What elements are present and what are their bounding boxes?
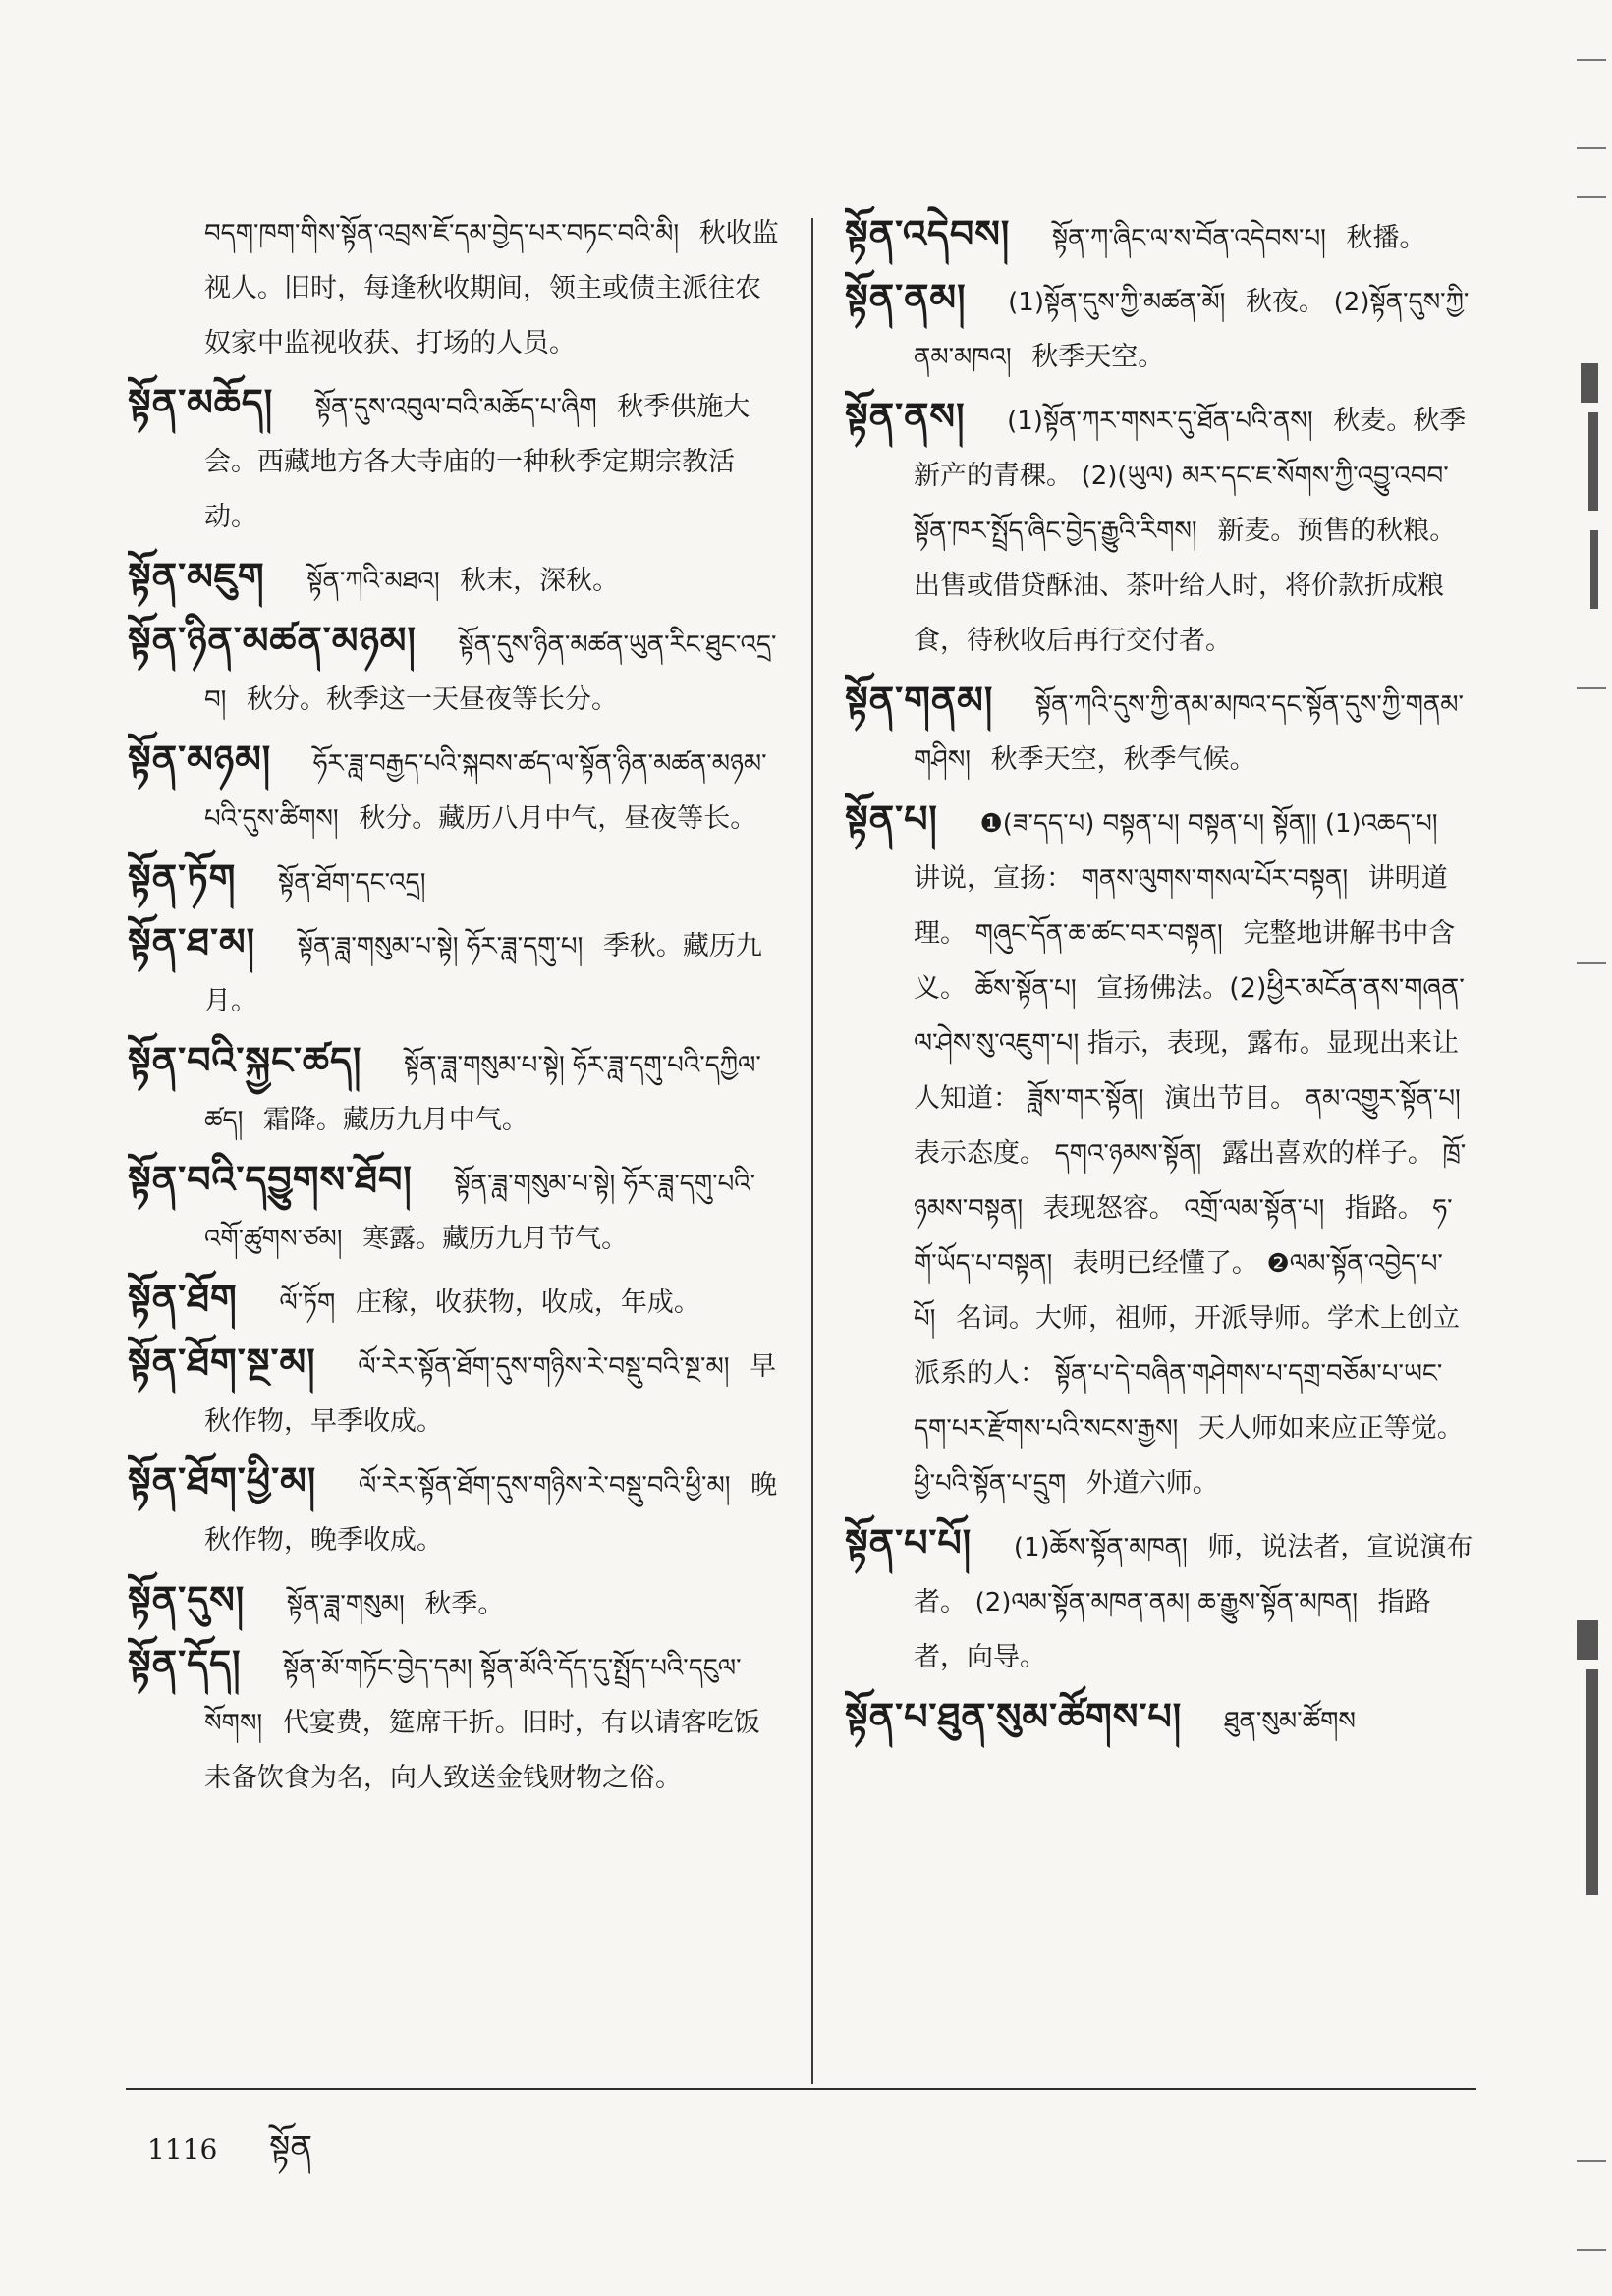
dictionary-entry <box>128 1271 786 1331</box>
entry-chinese: 早秋作物，早季收成。 <box>204 1351 777 1437</box>
entry-chinese: 表示态度。 <box>914 1138 1046 1169</box>
entry-headword: སྟོན་པ། <box>845 797 938 841</box>
entry-tibetan: ❶(ཟ་དད་པ) བསྟན་པ། བསྟན་པ། སྟོན།། (1)འཆད་པ། <box>979 809 1438 839</box>
entry-chinese: 秋麦。秋季新产的青稞。 <box>914 406 1467 491</box>
entry-headword: སྟོན་གནམ། <box>845 679 994 722</box>
entry-tibetan: ཧོར་ཟླ་བརྒྱད་པའི་སྐབས་ཚད་ལ་སྟོན་ཉིན་མཚན་མཉམ་པའི་དུས་ཚིགས། <box>204 749 767 834</box>
dictionary-entry <box>128 375 786 545</box>
entry-chinese: 秋收监视人。旧时，每逢秋收期间，领主或债主派往农奴家中监视收获、打场的人员。 <box>204 218 779 358</box>
entry-tibetan: སྟོན་ཀའི་མཐའ། <box>306 567 440 596</box>
right-entries <box>845 206 1473 1749</box>
dictionary-entry <box>845 1515 1473 1685</box>
entry-tibetan: (1)ཆོས་སྟོན་མཁན། <box>1013 1533 1188 1562</box>
entry-chinese: 庄稼，收获物，收成，年成。 <box>355 1287 700 1318</box>
entry-headword: སྟོན་ཐ་མ། <box>128 920 256 963</box>
entry-chinese: 秋季供施大会。西藏地方各大寺庙的一种秋季定期宗教活动。 <box>204 392 750 532</box>
entry-tibetan: (1)སྟོན་དུས་ཀྱི་མཚན་མོ། <box>1008 288 1226 317</box>
right-column <box>845 206 1473 2052</box>
entry-headword: སྟོན་ནས། <box>845 395 966 438</box>
entry-chinese: 秋季天空。 <box>1031 342 1165 372</box>
entry-chinese: 秋播。 <box>1346 223 1426 253</box>
entry-tibetan: སྟོན་ཟླ་གསུམ་པ་སྟེ། ཧོར་ཟླ་དགུ་པ། <box>297 932 584 961</box>
entry-tibetan: སྟོན་ཀ་ཞིང་ལ་ས་བོན་འདེབས་པ། <box>1051 224 1326 253</box>
entry-tibetan: འགྲོ་ལམ་སྟོན་པ། <box>1184 1194 1325 1224</box>
entry-headword: སྟོན་འདེབས། <box>845 212 1011 255</box>
entry-chinese: 秋季天空，秋季气候。 <box>990 744 1256 775</box>
entry-chinese: 秋季。 <box>424 1589 505 1619</box>
dictionary-entry <box>845 206 1473 266</box>
entry-chinese: 指路。 <box>1344 1193 1424 1224</box>
entry-tibetan: (2)(ཡུལ) མར་དང་ཇ་སོགས་ཀྱི་འབྱུ་འབབ་སྟོན་ཁར་སྤྲོད་ཞིང་བྱེད་རྒྱུའི་རིགས། <box>914 462 1449 546</box>
dictionary-entry <box>128 1033 786 1148</box>
entry-tibetan: ཁྲོ་ཉམས་བསྟན། <box>914 1139 1467 1224</box>
entry-chinese: 秋分。秋季这一天昼夜等长分。 <box>247 684 619 715</box>
dictionary-entry <box>845 1689 1473 1749</box>
entry-tibetan: ལོ་རེར་སྟོན་ཐོག་དུས་གཉིས་རེ་བསྡུ་བའི་སྔ་མ། <box>358 1352 730 1382</box>
entry-tibetan: ལོ་ཏོག <box>279 1288 336 1318</box>
entry-headword: སྟོན་མཉམ། <box>128 738 272 781</box>
left-column <box>128 206 786 2052</box>
entry-headword: སྟོན་པ་པོ། <box>845 1521 973 1564</box>
entry-headword: སྟོན་ནམ། <box>845 276 967 319</box>
running-head: སྟོན <box>269 2128 313 2167</box>
dictionary-entry <box>845 389 1473 669</box>
dictionary-entry <box>128 732 786 847</box>
entry-tibetan: (2)ལམ་སྟོན་མཁན་ནམ། ཆ་རྒྱུས་སྟོན་མཁན། <box>974 1588 1359 1617</box>
entry-chinese: 秋末，深秋。 <box>460 566 620 596</box>
entry-chinese: 指示，表现，露布。显现出来让人知道： <box>914 1028 1459 1114</box>
entry-tibetan: (2)སྟོན་དུས་ཀྱི་ནམ་མཁའ། <box>914 288 1470 372</box>
entry-tibetan: ཟློས་གར་སྟོན། <box>1028 1084 1144 1114</box>
dictionary-entry <box>128 613 786 728</box>
entry-tibetan: སྟོན་ཐོག་དང་འདྲ། <box>278 868 426 898</box>
entry-headword: སྟོན་དོད། <box>128 1642 242 1685</box>
column-divider <box>811 218 813 2084</box>
entry-chinese: 外道六师。 <box>1085 1468 1219 1499</box>
entry-headword: སྟོན་མཆོད། <box>128 381 274 424</box>
entry-chinese: 表现怒容。 <box>1042 1193 1176 1224</box>
entry-tibetan: སྟོན་དུས་ཉིན་མཚན་ཡུན་རིང་ཐུང་འདྲ་བ། <box>204 630 777 715</box>
entry-headword: སྟོན་བའི་སྐྱང་ཚད། <box>128 1039 362 1082</box>
entry-chinese: 天人师如来应正等觉。 <box>1197 1413 1464 1444</box>
entry-chinese: 指路者，向导。 <box>914 1587 1431 1672</box>
dictionary-entry <box>128 1636 786 1806</box>
dictionary-entry <box>845 270 1473 385</box>
page-footer <box>147 2109 312 2204</box>
dictionary-entry <box>128 914 786 1029</box>
entry-chinese: 露出喜欢的样子。 <box>1221 1138 1434 1169</box>
entry-tibetan: སྟོན་ཟླ་གསུམ་པ་སྟེ། ཧོར་ཟླ་དགུ་པའི་འགོ་ཚུགས་ཙམ། <box>204 1170 756 1254</box>
entry-headword: སྟོན་ཐོག <box>128 1277 238 1320</box>
entry-chinese: 完整地讲解书中含义。 <box>914 918 1456 1004</box>
entry-headword: སྟོན་དུས། <box>128 1578 246 1621</box>
entry-tibetan: དགའ་ཉམས་སྟོན། <box>1054 1139 1202 1169</box>
entry-headword: སྟོན་ཏོག <box>128 856 237 900</box>
entry-tibetan: ཆོས་སྟོན་པ། <box>974 974 1077 1004</box>
entry-tibetan: བདག་ཁག་གིས་སྟོན་འབྲས་ཇོ་དམ་བྱེད་པར་བཏང་བའི་མི། <box>204 219 680 248</box>
entry-headword: སྟོན་ཐོག་སྔ་མ། <box>128 1340 316 1384</box>
entry-headword: སྟོན་པ་ཐུན་སུམ་ཚོགས་པ། <box>845 1695 1183 1738</box>
entry-chinese: 讲说，宣扬： <box>914 863 1073 894</box>
dictionary-entry <box>128 1335 786 1449</box>
dictionary-entry <box>845 792 1473 1511</box>
entry-tibetan: (1)སྟོན་ཀར་གསར་དུ་ཐོན་པའི་ནས། <box>1007 407 1313 436</box>
scan-margin-marks <box>1553 0 1612 2296</box>
entry-chinese: 代宴费，筵席干折。旧时，有以请客吃饭未备饮食为名，向人致送金钱财物之俗。 <box>204 1708 760 1793</box>
entry-chinese: 新麦。预售的秋粮。出售或借贷酥油、茶叶给人时，将价款折成粮食，待秋收后再行交付者。 <box>914 516 1457 656</box>
entry-chinese: 季秋。藏历九月。 <box>204 931 762 1016</box>
entry-tibetan: ལོ་རེར་སྟོན་ཐོག་དུས་གཉིས་རེ་བསྡུ་བའི་ཕྱི་མ། <box>358 1471 731 1501</box>
entry-headword: སྟོན་ཐོག་ཕྱི་མ། <box>128 1459 317 1503</box>
entry-headword: སྟོན་བའི་དབྱུགས་ཐོབ། <box>128 1158 413 1201</box>
entry-chinese: 演出节目。 <box>1164 1083 1298 1114</box>
continued-entry <box>128 206 786 371</box>
entry-tibetan: ནམ་འགྱུར་སྟོན་པ། <box>1305 1084 1461 1114</box>
page-number: 1116 <box>147 2133 218 2165</box>
dictionary-entry <box>128 549 786 609</box>
entry-tibetan: སྟོན་ཀའི་དུས་ཀྱི་ནམ་མཁའ་དང་སྟོན་དུས་ཀྱི་གནམ་གཤིས། <box>914 690 1465 775</box>
entry-tibetan: སྟོན་དུས་འབུལ་བའི་མཆོད་པ་ཞིག <box>314 393 597 422</box>
dictionary-entry <box>845 673 1473 788</box>
dictionary-entry <box>128 1453 786 1568</box>
dictionary-entry <box>128 850 786 910</box>
entry-tibetan: སྟོན་ཟླ་གསུམ། <box>286 1590 405 1619</box>
entry-chinese: 宣扬佛法。(2)ཕྱིར་མངོན་ནས་གཞན་ལ་ཤེས་སུ་འཇུག་པ། <box>914 973 1465 1059</box>
entry-chinese: 讲明道理。 <box>914 863 1448 949</box>
entry-tibetan: སྟོན་མོ་གཏོང་བྱེད་དམ། སྟོན་མོའི་དོད་དུ་སྤྲོད་པའི་དངུལ་སོགས། <box>204 1654 742 1738</box>
left-entries <box>128 375 786 1806</box>
dictionary-entry <box>128 1152 786 1267</box>
entry-chinese: 秋分。藏历八月中气，昼夜等长。 <box>359 803 757 834</box>
entry-tibetan: ཧ་གོ་ཡོད་པ་བསྟན། <box>914 1194 1453 1279</box>
entry-chinese: 晚秋作物，晚季收成。 <box>204 1470 778 1556</box>
entry-chinese: 师，说法者，宣说演布者。 <box>914 1532 1473 1617</box>
entry-headword: སྟོན་མཇུག <box>128 555 265 598</box>
entry-tibetan: སྟོན་ཟླ་གསུམ་པ་སྟེ། ཧོར་ཟླ་དགུ་པའི་དཀྱིལ་ཚད། <box>204 1051 761 1135</box>
entry-tibetan: གནས་ལུགས་གསལ་པོར་བསྟན། <box>1081 864 1349 894</box>
entry-chinese: 名词。大师，祖师，开派导师。学术上创立派系的人： <box>914 1303 1461 1389</box>
entry-tibetan: ❷ལམ་སྟོན་འབྱེད་པ་པོ། <box>914 1249 1443 1334</box>
entry-chinese: 寒露。藏历九月节气。 <box>362 1224 629 1254</box>
entry-tibetan: གཞུང་དོན་ཆ་ཚང་བར་བསྟན། <box>974 919 1223 949</box>
entry-headword: སྟོན་ཉིན་མཚན་མཉམ། <box>128 619 417 662</box>
footer-rule <box>126 2088 1476 2090</box>
entry-tibetan: སྟོན་པ་དེ་བཞིན་གཤེགས་པ་དགྲ་བཅོམ་པ་ཡང་དག་པར་རྫོགས་པའི་སངས་རྒྱས། <box>914 1359 1443 1444</box>
entry-chinese: 霜降。藏历九月中气。 <box>262 1105 528 1135</box>
entry-chinese: 秋夜。 <box>1246 287 1326 317</box>
entry-tibetan: ཕྱི་པའི་སྟོན་པ་དྲུག <box>914 1469 1067 1499</box>
dictionary-entry <box>128 1572 786 1632</box>
entry-chinese: 表明已经懂了。 <box>1072 1248 1258 1279</box>
entry-tibetan: ཐུན་སུམ་ཚོགས <box>1223 1707 1356 1736</box>
